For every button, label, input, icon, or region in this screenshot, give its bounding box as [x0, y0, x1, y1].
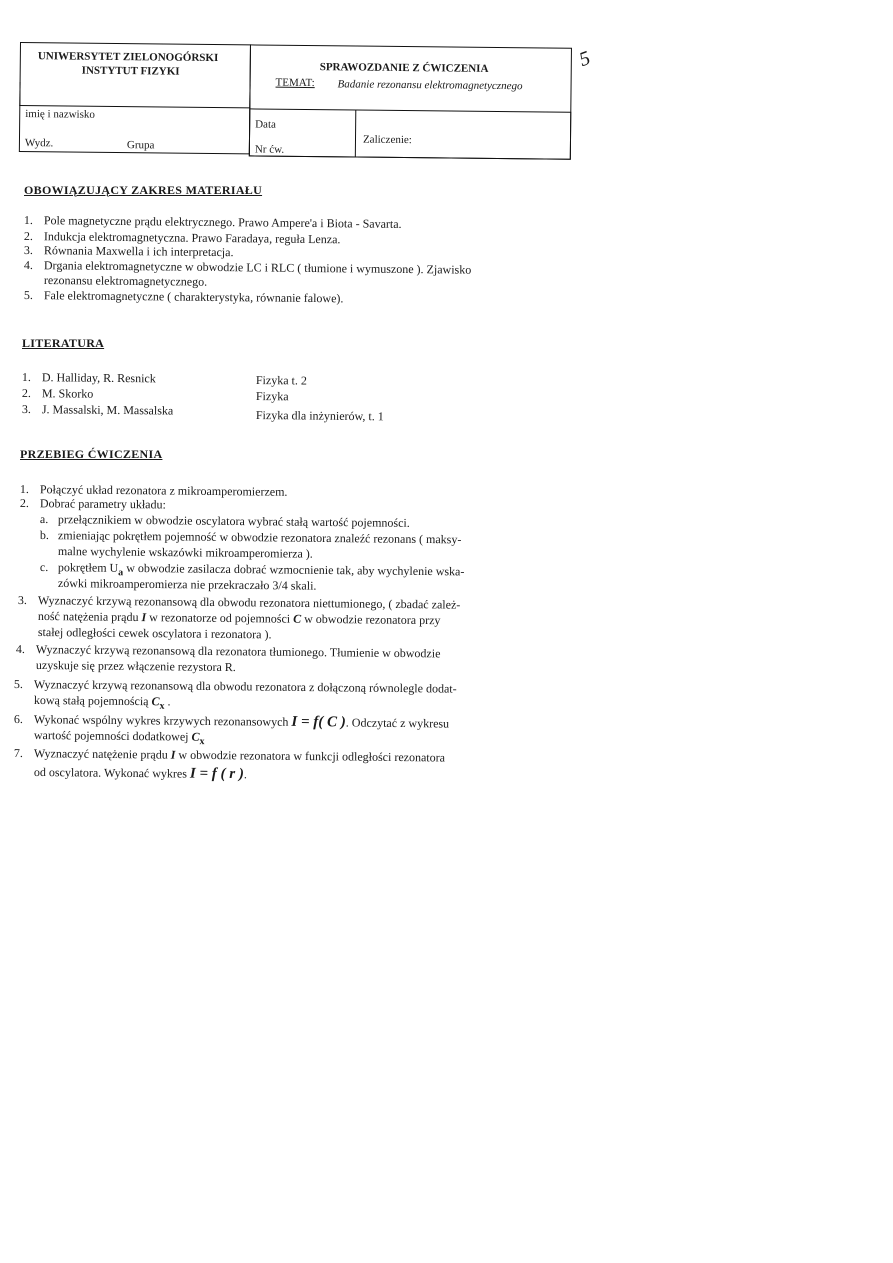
procedure-step-1: 1. Połączyć układ rezonatora z mikroamperomierzem.: [19, 482, 288, 499]
literature-work-2: Fizyka: [255, 389, 289, 404]
report-header-table: [19, 42, 572, 178]
procedure-step-5-cont: kową stałą pojemnością $C_x$ .: [33, 693, 171, 712]
procedure-step-2a: a. przełącznikiem w obwodzie oscylatora wybrać stałą wartość pojemności.: [39, 512, 410, 530]
procedure-title: PRZEBIEG ĆWICZENIA: [20, 447, 163, 461]
literature-work-1: Fizyka t. 2: [255, 373, 307, 388]
faculty-label: Wydz.: [24, 137, 54, 150]
procedure-step-2b-cont: malne wychylenie wskazówki mikroamperomierza ).: [57, 544, 313, 561]
literature-item-3: 3. J. Massalski, M. Massalska: [21, 402, 174, 418]
procedure-step-4-cont: uzyskuje się przez włączenie rezystora R.: [35, 658, 236, 675]
exercise-number-label: Nr ćw.: [254, 143, 285, 156]
procedure-step-4: 4. Wyznaczyć krzywą rezonansową dla rezonatora tłumionego. Tłumienie w obwodzie: [15, 642, 441, 661]
scope-item-1: 1. Pole magnetyczne prądu elektrycznego. Prawo Ampere'a i Biota - Savarta.: [23, 213, 402, 231]
name-row-divider: [19, 82, 250, 108]
topic-text: Badanie rezonansu elektromagnetycznego: [337, 78, 523, 93]
name-label: imię i nazwisko: [25, 108, 95, 121]
literature-title: LITERATURA: [22, 336, 105, 350]
topic-label: TEMAT:: [275, 76, 315, 90]
group-label: Grupa: [126, 139, 155, 152]
procedure-step-2b: b. zmieniając pokrętłem pojemność w obwodzie rezonatora znaleźć rezonans ( maksy-: [39, 528, 462, 547]
scope-item-2: 2. Indukcja elektromagnetyczna. Prawo Faradaya, reguła Lenza.: [23, 229, 341, 247]
university-name: UNIWERSYTET ZIELONOGÓRSKI: [37, 50, 219, 65]
procedure-step-7: 7. Wyznaczyć natężenie prądu I w obwodzie rezonatora w funkcji odległości rezonatora: [13, 746, 446, 765]
procedure-step-3: 3. Wyznaczyć krzywą rezonansową dla obwodu rezonatora niettumionego, ( zbadać zależ-: [17, 593, 461, 612]
literature-work-3: Fizyka dla inżynierów, t. 1: [255, 408, 384, 424]
margin-mark: 5: [576, 46, 594, 72]
scope-item-4-cont: rezonansu elektromagnetycznego.: [43, 273, 208, 289]
scope-title: OBOWIĄZUJĄCY ZAKRES MATERIAŁU: [24, 183, 263, 197]
report-title: SPRAWOZDANIE Z ĆWICZENIA: [319, 61, 489, 75]
procedure-step-5: 5. Wyznaczyć krzywą rezonansową dla obwodu rezonatora z dołączoną równolegle dodat-: [13, 677, 457, 696]
scope-item-3: 3. Równania Maxwella i ich interpretacja.: [23, 243, 234, 260]
procedure-step-2c-cont: zówki mikroamperomierza nie przekraczało 3/4 skali.: [57, 576, 317, 593]
procedure-step-3-cont2: stałej odległości cewek oscylatora i rezonatora ).: [37, 625, 272, 642]
literature-item-1: 1. D. Halliday, R. Resnick: [21, 370, 156, 386]
scope-item-4: 4. Drgania elektromagnetyczne w obwodzie LC i RLC ( tłumione i wymuszone ). Zjawisko: [23, 258, 472, 277]
institute-name: INSTYTUT FIZYKI: [81, 64, 180, 78]
scope-item-5: 5. Fale elektromagnetyczne ( charakterystyka, równanie falowe).: [23, 288, 344, 306]
procedure-step-2c: c. pokrętłem $U_a$ w obwodzie zasilacza dobrać wzmocnienie tak, aby wychylenie wska-: [39, 560, 465, 579]
literature-item-2: 2. M. Skorko: [21, 386, 94, 401]
procedure-step-3-cont: ność natężenia prądu I w rezonatorze od pojemności C w obwodzie rezonatora przy: [37, 609, 441, 628]
credit-label: Zaliczenie:: [362, 133, 412, 147]
procedure-step-6-cont: wartość pojemności dodatkowej $C_x$: [33, 728, 205, 748]
date-label: Data: [255, 118, 276, 131]
procedure-step-7-cont: od oscylatora. Wykonać wykres I = f ( r ).: [33, 764, 247, 783]
procedure-step-6: 6. Wykonać wspólny wykres krzywych rezonansowych I = f( C ). Odczytać z wykresu: [13, 711, 450, 731]
procedure-step-2: 2. Dobrać parametry układu:: [19, 496, 166, 512]
